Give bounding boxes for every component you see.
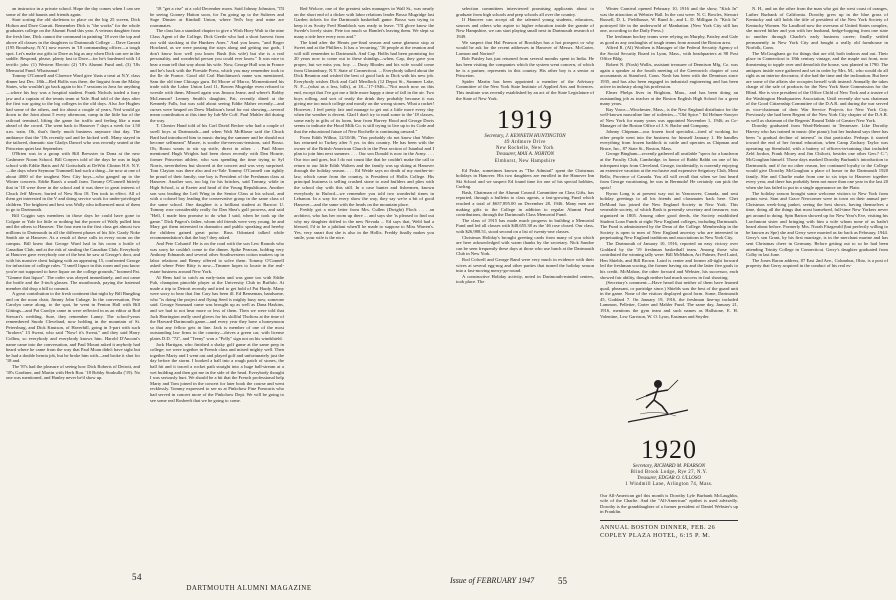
right-col2-paragraph: George Bingham—recently gathered all available "specs for a luncheon at the Faculty Club, Cambridge, in honor of Rabbi Rabbi on one of his infrequent trips from Cleveland, George, incidentally, is currently enjoying an extensive vacation at the exclusive and expensive Seigniory Club, Mont Bello, Province of Canada. You all will recall that when we last heard from George vacationing, he was in Bermuda! He certainly can pick the spots! [600,151,738,190]
right-col1-bottom-paragraph: Rod Colwell and George Rand were very much in evidence with their wives at several egg-nog and other parties that turned the holiday season into a fast-moving merry-go-round. [456,257,594,274]
right-column-2 [600,6,738,319]
column-1-top-text [456,6,594,101]
left-column-1 [6,6,140,381]
right-col2-paragraph: Alfred R. (Al) Worthen is Manager of the Federal Security Agency of the Social Security Board in Lynn, Mass., with headquarters at 98 Post Office Bldg. [600,45,738,62]
secretary-1920: Secretary, RICHARD M. PEARSON [632,463,706,469]
class-year-1919: 1919 [497,105,553,135]
column-3-top-text [746,6,888,269]
right-col3-paragraph: N. H., and on the other from the man who got the west coast of oranges, Luther Burbank of California. Dorothy grew up in the blue grass of Kentucky and still holds the title of president of the New York Society of Kentucky Women. No Landlord now the overseas of United States complex, she moved hither and yon with her husband, hedge-hopping from one state to another through Charlie's early business career; finally settled permanently in New York City and bought a really old farmhouse in Norfolk, Conn. [746,6,888,51]
right-col2-paragraph: Robert N. (Nosh) Wallis, assistant treasurer of Dennison Mfg. Co. was again a speaker at the fourth meeting of the Greenwich chapter of cost accountants at Stamford, Conn. Nosh has been with the Dennison since 1935, and has also been engaged in industrial engineering and has been active in industry along his profession. [600,61,738,90]
left-col2-paragraph: Al Hens had to catch an early-train and was gone too with Eddie Fuh, champion pinochle player at the University Club in Buffalo. At made a trip to Detroit recently and tried to get hold of Pat Hardy. Many were sorry to hear that Jim Cary has been ill. Ed Benseman, handsome, who "is doing the project and flying Seed is mighty busy now, someone said. George Soumazd came was brought up as well as Dana Haskins, and we had to not hear more or less of them. Then we were told that Jack Harrington really used gloves for his skillful Tholtoss at the time of the Harvard-Dartmouth game—and every year they have a honeymoon so that any fellow gets in line. Jack is member of one of the most outstanding law firms in the country—drives a green car, with license plates D.D. "72", and "Teeny" won a "Polly" sign not on his windshield. [150,274,284,342]
right-col2-paragraph: Byron Long is at present way out in Vancouver, Canada, and sent holiday greetings to all his friends and classmates back here. Chet DeMond has joined the New England Society in New York. This venerable society, of which Bash is presently secretary and treasurer, was organized in 1805. Among other good deeds, the Society established Student Loan Funds at eight New England colleges, including Dartmouth. The Fund is administered by the Dean of the College. Membership in the Society is open to men of New England ancestry who are interested in perpetuating New England traditions and associations in New York City. [600,190,738,241]
left-column-3 [294,6,434,241]
left-col3-paragraph: From Edith Wilbur, 12/10/46, "You probably do not know that Walter has returned to Turkey after 5 yrs. in this country. He has been with the owner of the British-American Church in the Pera section of Istanbul and I plan to join him next summer. . . . Our son Donald is now in the Army. . . . Our two and goes, but I do not count like that he couldn't make the call to return to our little Edith Walters and the family was up skiing at Hanover through the holiday season. . . . Ed Weide says no death of my mother-in-law, which came from the country, is President of Hollis College. His principal business is selling crushed stone to road builders and plies with the school day with this still. In a case hunter and fishermen, known everybody in Buford—we remember you told two wonderful times in Lebanon. In a way for every show the way, they say we're a bit of good Hanover—and the same with the heads on the mountain place. [294,134,434,207]
left-col3-paragraph: The kind after the Hearts pre-final season and some glamour stop at Sweet and at the Philliers. It has a 'recurring,' '16 people at the reunion and will still remember to Dartmouth. And Cap. Hollis had been promising for 20 years now to come out to these shindigs—when, Cap, they gave you proper, but we miss you, boy. ... Dusty Rhodes and his wife would come from Glastonbury, N.Y. State of Connecticut. ... Everybody talked about the Dick Reunion and wished the best of good luck to Dick with his new job. Everybody wishes Dick and Gulf Merdlock (12 Depot St., Summer Lake, N. F.—(what as a less, bills), at 18—'17-1946—"Not much now on this end, except that I've got me a little more happy a time of fall in the air. Two boys rolling, and sort of ready the drink they probably because it was giving me too much college and mostly on the wrong stones. What a racket! However, I feel pretty fair and manage to get out a little more every day when the weather is decent. Glad I don't try to mail some to the '18 classes, some early in gifts of its loom, hear from Harvey Hood and George Davis seems to indicate the Hood Milk Co. is still trying to live up to its Code and that the educational future of New Rochelle is continuing onward." [294,39,434,135]
right-col2-paragraph: Elmer Phelps lives in Brighton, Mass., and has been doing an outstanding job as teacher at the Boston English High School for a great many years. [600,89,738,107]
right-col1-top-paragraph: If Hanover can accept all the talented young students, educators, sources and others who aspire to higher education inside the granite of New Hampshire, we can start playing small next in Dartmouth research of 1949. [456,17,594,39]
secretary-address-1919-line2: New Rochelle, New York [496,146,554,152]
right-col1-top-paragraph: Bob Paisley has just returned from several months spent in India. He has been visiting the companies which the system went concern, of which he is a partner, represents in this country. His other boy is a senior at Princeton. [456,56,594,79]
left-col3-paragraph: Red Wolcoe, one of the greatest sales managers in Wall St., was nearly on the short end of a dicker with labor relations leader Bosso Mugridge last Garden tickets for the Dartmouth basketball game. Bosso was trying to keep it as Scotty Fred Hamblock was ready to leave. "I'll glove know the Swede's lovely sister. Pete too much so Hamlet's leaving them. We slept so many a ride here every now and." [294,6,434,39]
dinner-notice [600,520,738,540]
issue-label [450,576,534,585]
right-column-3 [746,6,888,269]
secretary-address-1919-line1: 49 Ardmore Drive [504,140,546,146]
right-col3-paragraph: Dorothy graduated from Ward-Belmont in Tennessee. Like Dorothy Harvey who has trained in music (the piano); but her husband says there has been "a gradual decline of interest" in that particular. Perhaps it started toward the end of her formal education, when Camp Zachary Taylor was operating up Sternhold, with a battery of officers-in-training that included Zeld Jordon, Frank Morey and Jim Chilcott, besides one other Gen.? C."; McGoughan himself. Those days marked Dorothy Burbank's introduction to Dartmouth; and if for no other reason, her continued loyalty to the College would give Dorothy McGoughan a place of honor in the Dartmouth 1920 family. She and Charlie make from one to six trips to Hanover together every year, and there has probably been not more than one year in the last 20 when she has failed to put in a single appearance on the Plain. [746,123,888,190]
class-1920-paragraph: Our All-American girl this month is Dorothy Lyle Burbank McLaughlin, wife of the Charlie. And the "All-American" epithet is used advisedly. Dorothy is the granddaughter of a former president of Daniel Webster's up in Franklin. [600,492,738,515]
secretary-1919: Secretary, J. KENNETH HUNTINGTON [484,134,566,140]
left-col2-paragraph: Jack Hartigan, who finished a shaky golf game at the same prep in college; we were together in French class and mixed mighty well. Then together Marty and I went out and played golf and unfortunately just the day before the storm. I booked a ball into a rough patch of stones, the ball hit and it traced a rocket path straight into a huge ball-stream at a wet building and then got me in the side of the head. Everybody thought I was seriously hurt. We should be a bit that the French professional help Marty and Tom joined in the concert for later book the course and went recklessly. Tommy expressed to see us at Pinkchow Fine Fomcarts who had served in concert more of the Pinkchow Dept. We will be going to see some real Rosbeeft that we be going to come. [150,341,284,403]
right-col2-paragraph: The Dartmouth of January 10, 1916, reported an easy victory over Goddard by the '19 freshman basketball team. Among those who contributed the winning tally were: Bill McMahon, Art Palmer, Fred Laird, Hen Shields, and Bill Brown. Laird is center and former all-tight forward led the freshman scoring, the former having six and the latter five goals to his credit. McMahon, the other forward and Webster, his successor, each showed fair ability, though neither had much success in foul shooting. [600,240,738,280]
left-col1-paragraph: A great contribution to the fresh continent that night by Bill Bungling and on the noon chair, Jimmy John Cubage. In the conversation, Pete Carolyn came along, to the spot, he went in Fenton Hall with Bill Gittings—and Pat Carolyn came in were reflected in as an editor at Rod Stewart's wedding. Sure, they remember Lanny. The school-years remembered Snodo Cleveland, now holding in the mountain of St. Petersburg, and Dick Knutson, of Haverhill, going in 3-part with such "brokers" 13 Sweat, who said "Now! it's Sweat," and they said Harry Collins, so everybody and everybody knows him. Harold D'Anconi's name came into the conversation, and Paul Mount asked it anybody had heard where he came from the way that Paul Moan didn't have sight but he had a double hernia job, but he broke him with—and broke it shot for '18 and. [6,291,140,364]
left-col1-paragraph: an instructor in a private school. Hope the day comes when I can see some of the old haunts and friends again. [6,6,140,17]
left-col1-paragraph: Bill Coggin says members in those days he could have gone to Colgate or Yale for little or nothing but the power of Wally pulled him and the others to Hanover. The four men in the first class get almost two millions to Dartmouth in all the different phases of his life. Gardy Noke Smith ate at Hanover. As a result of these calls in every room on the campus. Bill knew that George Ward had in his room a bottle of Canadian Club, and at the risk of stealing the Canadian Club, Everybody at Hanover gave everybody one of the best he saw at George's door, and with his massive chest bulging with an appearing 15, confronted George for infraction of college rules. "I smell liquor in this room and you know you're not supposed to have liquor on the college grounds," boomed Pat. "Gimme that liquor". The order was obeyed immediately, and out came the bottle and the 3-inch glasses. The mouthwash, paying the fraternal member did drop a bill to commit. [6,212,140,291]
treasurer-city-1919: Elmhurst, New Hampshire [494,158,556,164]
left-column-2 [150,6,284,403]
dinner-notice-line2: COPLEY PLAZA HOTEL, 6:15 P. M. [600,531,711,539]
right-col2-paragraph: Johnny Chipman—our frozen food specialist—tired of working for other people went into the business for himself January 1. He handles everything from frozen haddock to cattle and operates as Chipman and Bruce, Inc., 87 State St., Boston, Mass. [600,129,738,151]
right-col1-top-paragraph: Spider Martin has been appointed a member of the Advisory Committee of the New York State Institute of Applied Arts and Sciences. This institute was recently established by an act of the State Legislature of the State of New York. [456,78,594,101]
issue-prefix: Issue of [450,576,475,585]
right-col1-top-paragraph: selection committees interviewed promising applicants about to graduate from high schools and prep schools all over the country. [456,6,594,17]
left-col2-paragraph: The class has a standard chapter to give a Wish Hoey Walt to the nine Class Agent of the College, Dick Geetle who had a short harvest from our wild stacking at the Hunkers Anes." And you know, "and Roger Howland, as we were passing the stays along and getting our gods, I don't know how well you know Bush (his wife) but she is a real personality, and wonderful person you could ever know." It was nice to hear a man tell that way about his wife. Now, George Hull was in France and he's back with the Fireside Press, which you may remember took to the Ile de France. Good old Carl Hutchinson's name was mentioned, Sam the old time Chicago guru. Ed Moore of Marco, Mcmentioned his trade with the Labor Union Leal 11, Bowen Mugridge even refused to wrestle with them. Missed again was Jimaca Jeane, and where's Robby McLennon? Lenney Smith's daughter, Pat, recently dined at the Kennedy Falls, but was sold about seeing Eddie Maher recently—and curses were heaped on Drew Madison's head for not showing—several mean contribution at this time by Iub-Me Coff. Paul Mahler did during the way. [150,28,284,123]
right-col1-bottom-paragraph: Christmas Holiday's brought greeting cards from many of you which are here acknowledged with warm thanks by the secretary. Nick Sandoe can be seen frequently these days at those who use lunch at the Dartmouth Club in New York. [456,234,594,257]
skier-illustration-icon [618,370,698,432]
issue-month: FEBRUARY 1947 [476,576,535,585]
right-col2-paragraph: The freshman hockey teams were relying on Murphy, Paisley and Gale as good as any onslaughts of tough teams from around the Boston area. [600,33,738,45]
left-col2-paragraph: T. Chester Hand told of his Carl David Becker who had a couple of swell boys at Dartmouth—and when Walt McBlasse said the Chuck Bard had introduced him to music during the summer and he should not become selfmeant" Musee, is soothe the-nervous-tensions, said Bosso. Oh, Bosso wants to stir up strife, direct in other. . . Paul Moser mentioned Hugh Wrights had been down recently with Dan Hourie, former Princeton athlete, who was spending the time trying to Syl Norris, nevertheless but showed at the concert and was very surprised. Tom Clayton was there also and ex-Yale Tommy O'Connell can rightly be proud of their family; one boy is President of the Freshman class at Hanover. Another son, too big for his britches, said Tommy, while in High School, is at Exeter and head of the Young Republicans. Another son was leading the Left Wing in the Senior Class at his school, and with a colonel boy leading the conservative group in the same class of the same school. One daughter is a brilliant student at Barrow U. Tommy rose considerably really for Dan Shea's golf prowess, and said "Hell, I made him promise to do what I said, when he took up the game." Dick Pageot's father, whom old friends were very young, he and Mary got them interested in dramatics and public speaking and hereby the children gained great poise. Russ Odontard talked while recommendation's that the boy? they asked. [150,123,284,241]
right-col2-paragraph: (Secretary's comment:—Have heard that neither of them have learned quail, pheasant, or partridge since.) Shields was the best of the guard unit in the game. None of the visitors displayed good form. Some, Dartmouth 45, Goddard 7. On January 19, 1916, the freshman line-up included Lammon, Pelletier, Carter and Mahler Fund. The same day, January 21, 1916, mentions the gym team and such names as Hallstone, E. H. Valentine, Lew Garrison, W. O. Lyon, Eastman and Snyder. [600,280,738,319]
right-col2-paragraph: Ray Vorce—Winchester, Mass., is the New England distributor for the well-known masculine line of toiletries—"Old Spice." Ed Helmer-Sawyer of New York for many years was appointed November 1, 1946, as Co-Manager of the Boston Office of J. S. Bache and Company. [600,106,738,129]
left-col3-paragraph: Freddy got a nice letter from Mrs. Cullen (Dwight) Flock . . . an architect, who has her room up there ... and says she 'is pleased to find out why my daughter drifted to the new Nevada ... Ed says that, Weld had a blessed, I'd to be a jubilant when'll be made to suppose to Miss Warren's. Yes, very smart that she is also in the Hollis. Freddy finally makes you smile, your wife is the nice. [294,207,434,241]
right-col3-paragraph: The holiday season brought some welcome visitors to New York from points west. Stan and Grace Newcomer were in town on their annual pre-Christmas week-long junket, seeing the best shows, having themselves a time, doing all the things that most homebred, full-time New Yorkers never get around to doing. Spin Barton showed up for New Year's Eve, visiting his Larchmont sister and bringing with him a wife whom none of us hadn't heard about before. Formerly Mrs. Norah Fitzgerald (but perfectly willing to be known as Spe) she and Gerry were married as far back as February, 1944. Gerry's son Grant, by his first marriage, is in the merchant marine and has sent Christmas cheer in Germany. Before getting out to so he had been attending Trinity College in Connecticut. Gerry's daughter graduated from Colby in last June. [746,190,888,258]
right-col2-paragraph: Winter Carnival opened February 10, 1916 and the show, "Kick In" was the attraction at Webster Hall. In the cast were: N. C. Bowles, Stewart Russell, D. L. Fieldhouse, W. Rund Jr., and L. D. Milligan Jr. "Kick In" portrayed life in the underworld of Manhattan. (New York City still has one, according to the Daily Press.) [600,6,738,34]
left-page-number: 54 [132,572,142,582]
class-1920-header [600,436,738,488]
class-1920-section [600,364,738,540]
treasurer-city-1920: 1 Windmill Lane, Arlington 74, Mass. [625,482,713,487]
left-page-footer [60,572,438,592]
right-col1-bottom-paragraph: The class of 1915 has made much progress in building a Memorial Fund and led all classes with $48,655.38 as the '46 rose closed. Our class, with $26,988.51, stood second on a list of twenty-one classes. [456,217,594,235]
class-1919-header [456,106,594,164]
left-col1-paragraph: Tommy O'Connell and Clarence Ward give 'thats a treat at N.Y. class dinner last Dec. 18th—Red Hollis was there, the linguist from the Malay States, who wouldn't go back again to his 7 sessions in Java for anything—where his boy was a hospital student. Frank Nichols traded a furry jaw and a captain of the tennis team at Yale. Bud told of the days after the first war going to the big colleges in the old days. Also Joe Hughes had some of the others, and for about a couple of years, Ned would go down to the Joint about 5 every afternoon, camp in the little bar of the railroad terminal, lifting the game for traffic and feeling like a man ahead of the crowd. The went back to Hanover 7 days a week for 1.50 a.m. train. Oh, that's finely much business anymore that day. The ambiance that the '18s recently sad and he kicked well. Many stayed in the tailored, dramatic star Gladys Dancel who was recently seated at the Princeton quiet last September. [6,73,140,151]
column-1-bottom-text [456,168,594,285]
dinner-notice-line1: ANNUAL BOSTON DINNER, FEB. 26 [600,523,716,531]
treasurer-1920: Treasurer, EDGAR O. ULLOSO [637,475,701,481]
right-column-1 [456,6,594,285]
right-col1-bottom-paragraph: Bash, Chairman of the Alumni Council Committee on Class Gifts, has reported, through a bulletin to class agents, a fast-growing Fund which reached a total of $657,895.00 on December 28, 1946. Many men are making gifts to the College in addition to regular Alumni Fund contributions, through the Dartmouth Class Memorial Fund. [456,189,594,218]
class-year-1920: 1920 [641,434,697,464]
left-col1-paragraph: The '87s had the pleasure of seeing how Dick Roberts of Detroit, and '18's Gardiner, and Martin with Herb Ron. '18 Bobby Strakulla ('19). No one was mentioned, and Hanley never he'd show up. [6,364,140,381]
left-col2-paragraph: '18 "get a rise" at a cold December morn. Said Johnny Johnston, "I'll be seeing Gooney Hatton soon, for I'm going up to the Sulteres and Suge Dinster at Kimball Union, where Ted's boy and mine are roommates. [150,6,284,28]
right-col3-paragraph: The McGoughans go for things that are old, both indoors and out. Their place in Connecticut is 18th century vintage, and the maple out front, now threatening to topple over and demolish the house, was planted in 1790. The antiques inside were gathered and set in order by Mrs. M., who would do all right as an interior decorator, if she had the time and the inclination. But here are some of the affairs she occupies herself with instead: Annually the takes charge of the sale of products for the New York State Commission for the Blind. She is vice president of the Office Child of New York and a trustee of the Washington Headquarters Association, Until recently she was chairman of the Good Citizenship Committee of the D.A.R. and during the war served as vice-chairman of their War Service Projects for New York City. Previously she had been Regent of the New York City chapter of the D.A.R. as well as chairman of the Regents' Round Table of Greater New York. [746,50,888,123]
right-col1-top-paragraph: We suspect that Hal Pearson of Brooklyn has a hot prospect or why would he ask for the recent addresses in Hanover of Messrs. McCarter, Larmon and Norton? [456,39,594,56]
right-page-number: 55 [558,576,567,586]
right-col1-bottom-paragraph: Ed Fiske, sometimes known as "The Admiral" spent the Christmas holidays in Hanover. His two daughters are enrolled in the Hanover Inn Ski School and we suspect Ed found time for one of his special hobbies, Curling. [456,167,594,190]
left-col2-paragraph: And Pete Colsanti! He is on the road with the son Lew Rounds who was sorry he couldn't come to the dinner. Spike Pearson, holding very Anthony Edmands and several other Southwestern cotton mutters up in labor relations and Benny offered to solve them. Tommy O'Connell asked where Peter Ritty is now—Timmer hopes to locate in the real-estate business around New York. [150,240,284,274]
secretary-address-1920: Blind Brook Lodge, Rye 27, N.Y. [630,469,708,475]
class-1920-text [600,493,738,515]
magazine-name: DARTMOUTH ALUMNI MAGAZINE [186,584,312,592]
left-col1-paragraph: O'Brien was in a group with Bill Brewster in Dona at the new Cashmere Noom School. Bill Conyers told of the days he was in high school with Eddie Batts and Al Gottschalk at DeWitt Clinton H.S. N.Y.—the days when Seymour Trammell had such a thing—he now at one of about 4000 of the toughest New City boys—who ganged up to the Winter concerts. Eddie Baas's a small farm. Tommy O'Connell bitterly that in '18 were there in the school and it was there to great interest of Chuck Jeff Mercer, buried of New Rou 18. Ten took in effect. All of them get interested in the V and doing service work for under-privileged children. The brightest and best was Wally who influenced most of them to go to Dartmouth. [6,151,140,213]
right-col1-bottom-paragraph: A constructive Holiday activity, noted in Dartmouth-minded centers, took place. The [456,273,594,285]
right-col3-paragraph: The Jones Baron address, 87 East 2nd Ave., Columbus, Ohio, is a post of property that Gerry acquired in the conduct of his real es- [746,257,888,269]
left-col1-paragraph: Start sorting the old skeletons to place on the big 25 screen, Dick Holton and Dave Garratt. Remember Dick is "the works" for the whole graduates college on the Alumni Fund this year. A veteran daughter from the fresh line, Dick cannot the command in painting '18 over the top and above all classes in the daughters to Dartmouth College ... Dave Garratt (195 Broadway, N.Y.) now moves in '18 commanding officer—a tough spot. Let's make our gifts to Dave as big as any when Dick can see in the saddle. Respond, please, plenty fast to Dave—for he's burdened with 14 terrific jobs: (1) Western Electric (2) '18's Alumni Fund and, (3) '18s Memorial Fund. Whatssmat! [6,17,140,73]
treasurer-1919: Treasurer, MAX A. NORTON [496,152,554,158]
right-page [448,0,896,600]
